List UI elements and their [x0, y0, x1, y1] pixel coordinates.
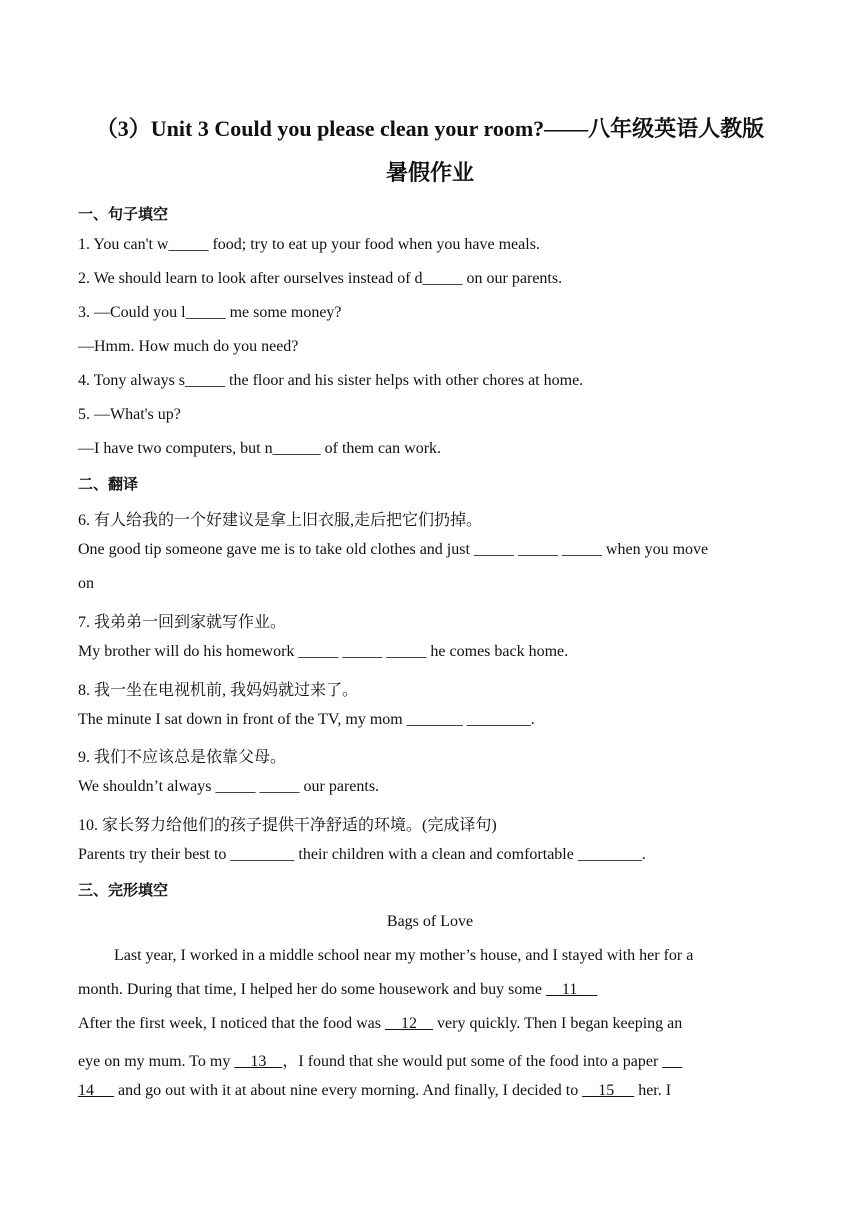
page-title-line2: 暑假作业: [385, 160, 474, 185]
cloze-line-4-text-b: ，I found that she would put some of the food into a paper: [282, 1053, 663, 1070]
cloze-line-3: [78, 1015, 682, 1033]
cloze-line-3-text-b: very quickly. Then I began keeping an: [433, 1015, 683, 1032]
question-9-english: We shouldn’t always _____ _____ our parents.: [78, 778, 380, 795]
question-8-english: The minute I sat down in front of the TV, my mom _______ ________.: [78, 711, 535, 728]
cloze-line-5-text-b: her. I: [634, 1082, 672, 1099]
question-10-chinese: 10. 家长努力给他们的孩子提供干净舒适的环境。(完成译句): [78, 817, 497, 834]
cloze-line-4-text-a: eye on my mum. To my: [78, 1053, 235, 1070]
cloze-blank-15: 15: [582, 1082, 635, 1099]
section-heading-translation: 二、翻译: [78, 475, 139, 493]
question-3-reply: —Hmm. How much do you need?: [78, 338, 299, 355]
cloze-line-1: Last year, I worked in a middle school near my mother’s house, and I stayed with her for a: [114, 947, 694, 964]
cloze-blank-12: 12: [385, 1015, 434, 1032]
cloze-line-3-text-a: After the first week, I noticed that the food was: [78, 1015, 386, 1032]
question-7-english: My brother will do his homework _____ _____ _____ he comes back home.: [78, 643, 569, 660]
question-9-chinese: 9. 我们不应该总是依靠父母。: [78, 749, 287, 766]
question-5-reply: —I have two computers, but n______ of them can work.: [78, 440, 442, 457]
question-2: 2. We should learn to look after ourselves instead of d_____ on our parents.: [78, 270, 563, 287]
cloze-blank-13: 13: [234, 1053, 283, 1070]
question-8-chinese: 8. 我一坐在电视机前, 我妈妈就过来了。: [78, 682, 359, 699]
page-title-line1: （3）Unit 3 Could you please clean your room?——八年级英语人教版: [95, 116, 765, 141]
cloze-line-2: [78, 981, 597, 999]
question-5: 5. —What's up?: [78, 406, 181, 423]
cloze-line-4: [78, 1048, 682, 1071]
question-7-chinese: 7. 我弟弟一回到家就写作业。: [78, 614, 287, 631]
question-4: 4. Tony always s_____ the floor and his sister helps with other chores at home.: [78, 372, 584, 389]
cloze-line-5: [78, 1082, 671, 1100]
cloze-blank-11: 11: [545, 981, 598, 998]
question-10-english: Parents try their best to ________ their children with a clean and comfortable ________.: [78, 846, 646, 863]
cloze-passage-title: Bags of Love: [386, 913, 474, 930]
question-1: 1. You can't w_____ food; try to eat up your food when you have meals.: [78, 236, 540, 253]
question-3: 3. —Could you l_____ me some money?: [78, 304, 342, 321]
cloze-blank-14-start: [662, 1053, 682, 1070]
section-heading-cloze: 三、完形填空: [78, 881, 169, 899]
cloze-blank-14-end: 14: [78, 1082, 114, 1099]
cloze-line-2-text: month. During that time, I helped her do some housework and buy some: [78, 981, 546, 998]
section-heading-fill-blanks: 一、句子填空: [78, 205, 169, 223]
question-6-english-cont: on: [78, 575, 94, 592]
cloze-line-5-text-a: and go out with it at about nine every morning. And finally, I decided to: [114, 1082, 583, 1099]
question-6-chinese: 6. 有人给我的一个好建议是拿上旧衣服,走后把它们扔掉。: [78, 512, 483, 529]
question-6-english: One good tip someone gave me is to take old clothes and just _____ _____ _____ when you move: [78, 541, 709, 558]
